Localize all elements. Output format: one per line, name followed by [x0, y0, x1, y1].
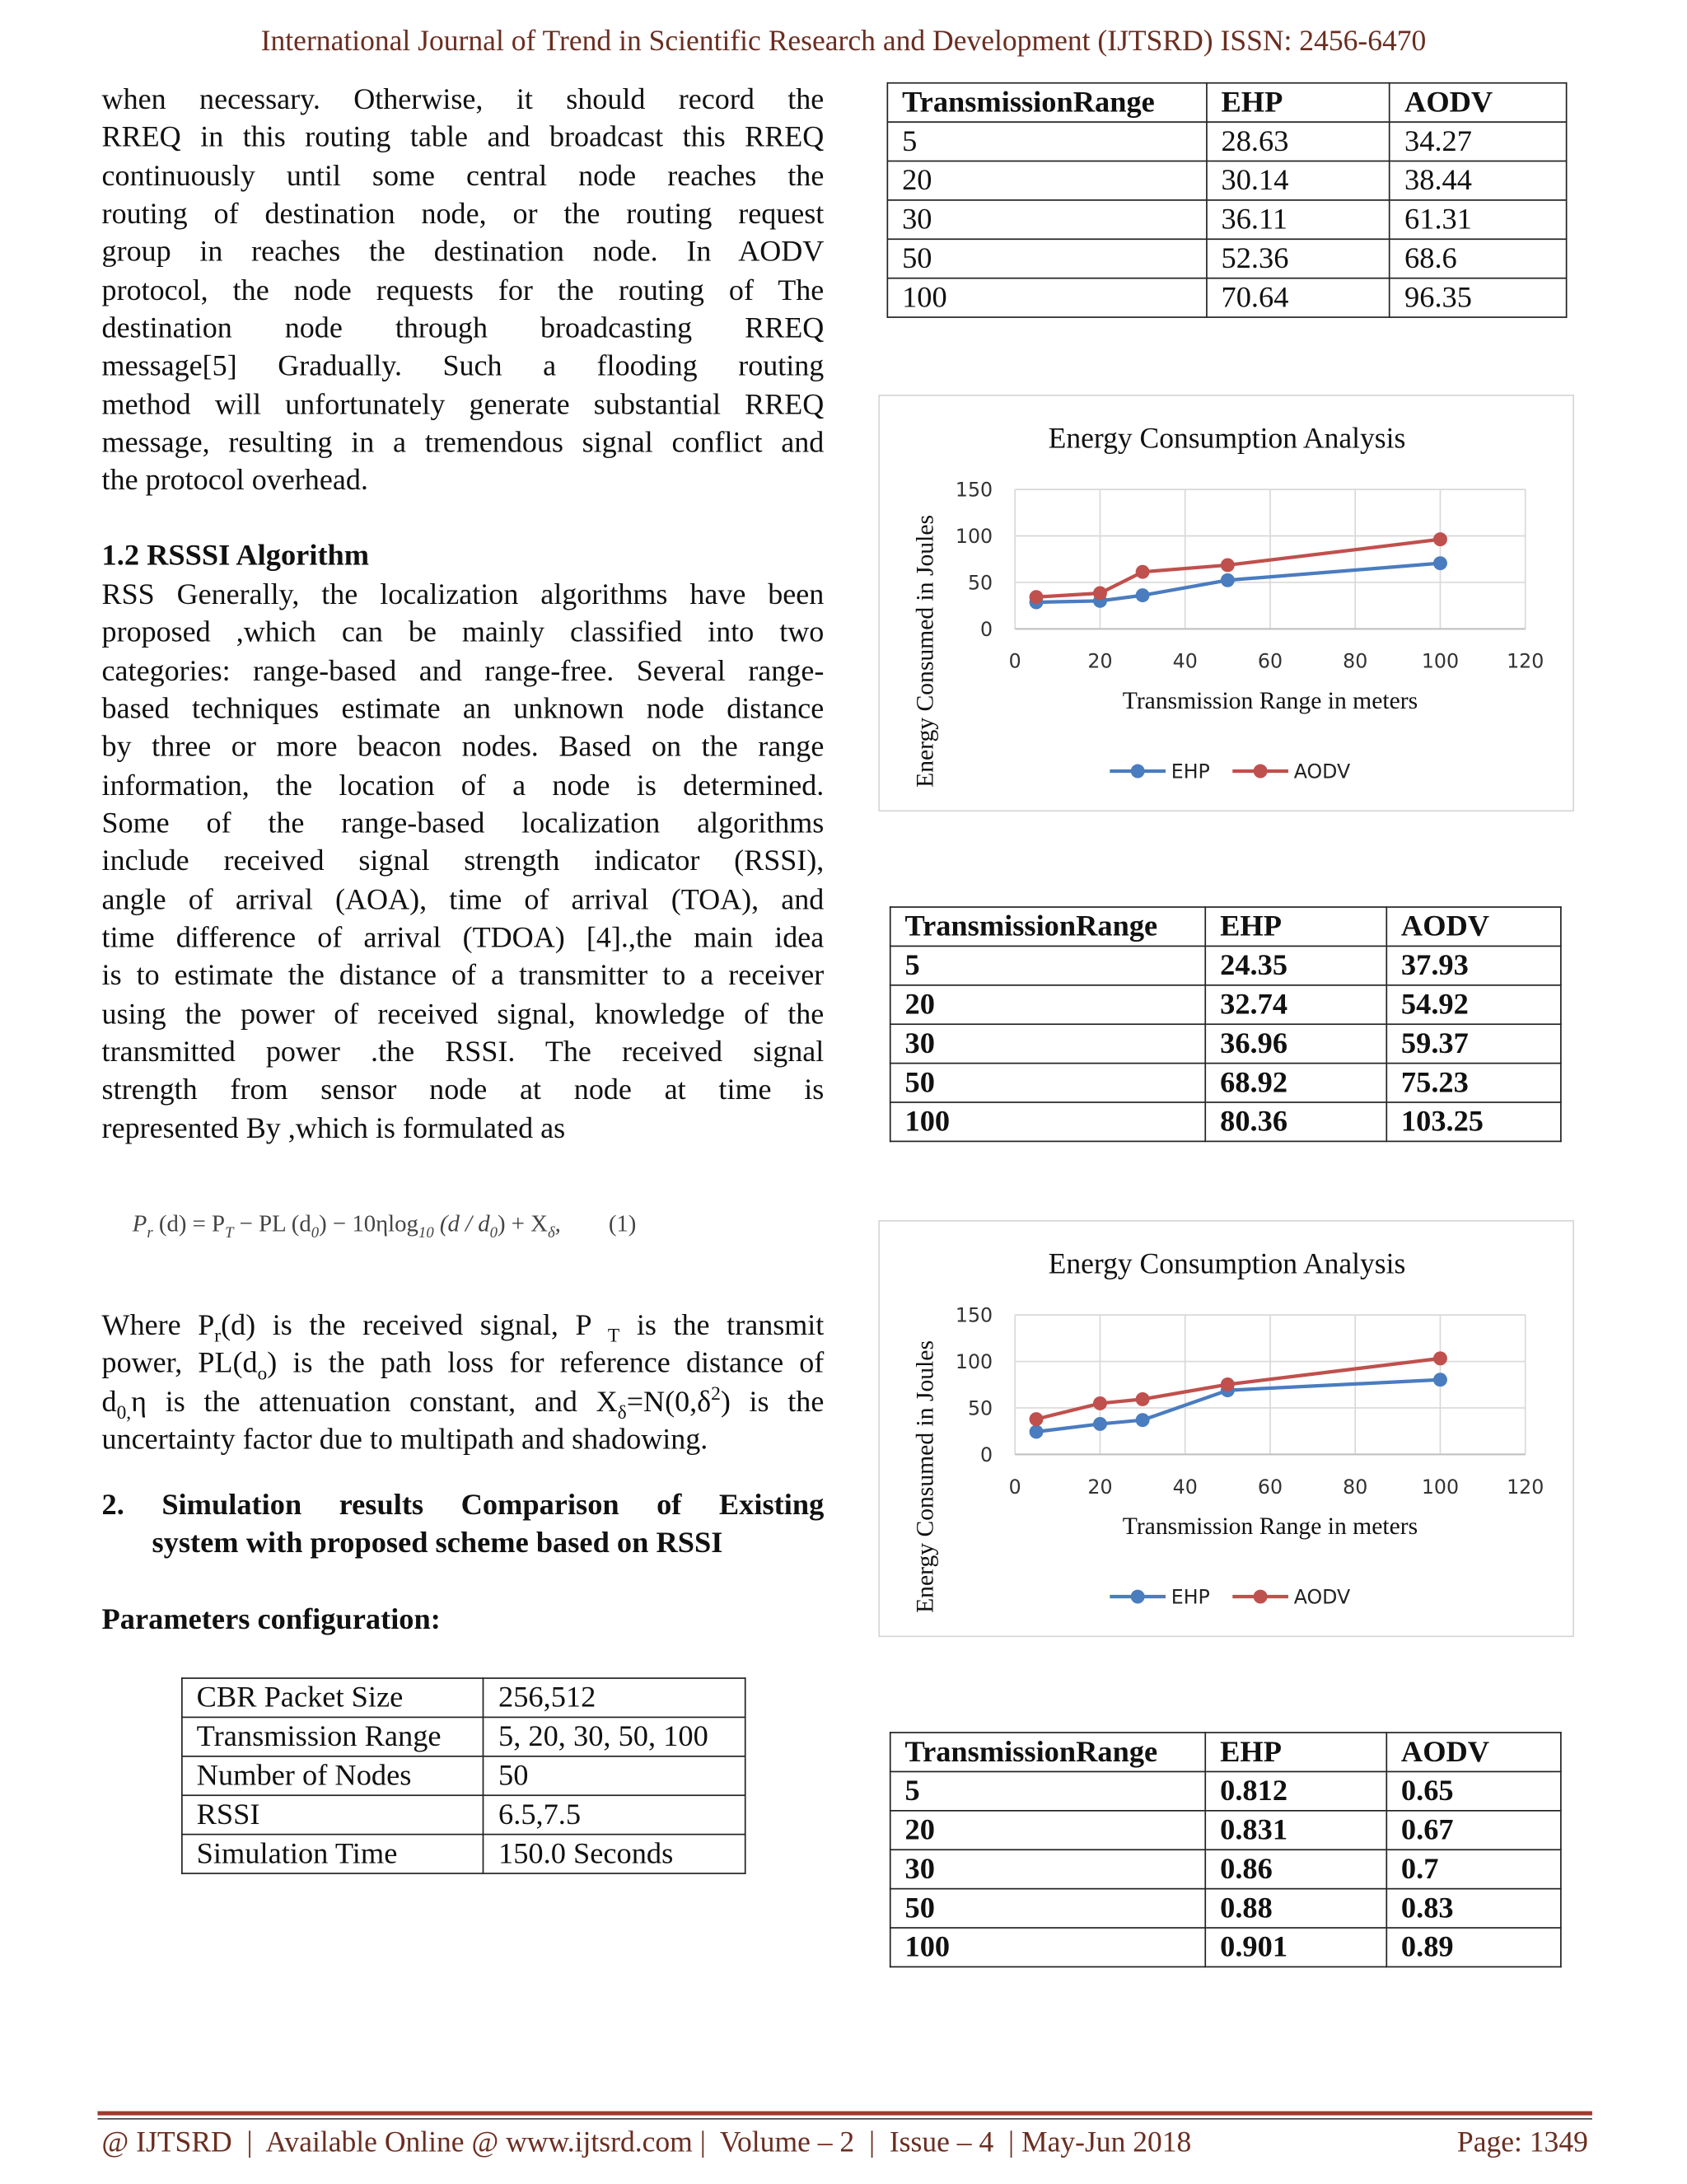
table-row [182, 1678, 745, 1717]
table-row [887, 161, 1566, 199]
table-row [890, 1850, 1561, 1888]
data-point-ehp [1221, 573, 1235, 587]
x-tick-label: 20 [1087, 649, 1113, 673]
parameters-table [181, 1677, 746, 1874]
data-point-aodv [1221, 558, 1235, 572]
data-point-aodv [1136, 1392, 1150, 1406]
text-line: transmitted power .the RSSI. The received signal [101, 1035, 825, 1069]
text: δ [617, 1401, 627, 1423]
table-cell: 28.63 [1207, 122, 1390, 161]
data-point-aodv [1093, 1396, 1107, 1410]
data-point-ehp [1136, 588, 1150, 602]
table-cell: 150.0 Seconds [484, 1835, 745, 1873]
y-tick-label: 150 [955, 478, 993, 502]
text-line: proposed ,which can be mainly classified into two [101, 615, 825, 649]
table-cell: 6.5,7.5 [484, 1795, 745, 1834]
text: (d) is the received signal, P [221, 1307, 608, 1342]
table-cell: 0.83 [1386, 1889, 1561, 1928]
ratio-table [890, 1732, 1562, 1967]
table-row [182, 1835, 745, 1873]
table-row [890, 1771, 1561, 1810]
text: r [214, 1325, 222, 1346]
text-line: the protocol overhead. [101, 463, 368, 498]
table-cell: 50 [484, 1756, 745, 1795]
text-line: RSS Generally, the localization algorithms have been [101, 577, 825, 611]
eq-part: r [147, 1224, 153, 1242]
table-cell: 75.23 [1386, 1064, 1561, 1102]
table-row [182, 1756, 745, 1795]
eq-part: ) + X [497, 1210, 548, 1237]
table-cell: 0.901 [1205, 1928, 1386, 1967]
x-tick-label: 80 [1343, 1475, 1368, 1499]
footer-info: @ IJTSRD | Available Online @ www.ijtsrd.com | Volume – 2 | Issue – 4 | May-Jun 2018 [101, 2125, 1192, 2159]
text: o [257, 1363, 268, 1385]
page-number: Page: 1349 [1456, 2125, 1588, 2159]
x-tick-label: 100 [1421, 649, 1460, 673]
chart-title: Energy Consumption Analysis [1048, 421, 1406, 455]
table-cell: 38.44 [1390, 161, 1566, 199]
heading-line: system with proposed scheme based on RSSI [152, 1526, 723, 1560]
heading-line: 2. Simulation results Comparison of Existing [101, 1488, 825, 1522]
table-cell: 20 [890, 985, 1206, 1024]
x-axis-label: Transmission Range in meters [1122, 1513, 1418, 1540]
eq-part: ) − 10ηlog [319, 1210, 418, 1237]
data-point-aodv [1093, 587, 1107, 601]
text-line: Some of the range-based localization algorithms [101, 806, 825, 840]
text-line: based techniques estimate an unknown node distance [101, 691, 825, 726]
legend-marker-ehp [1131, 1590, 1145, 1604]
table-row [182, 1795, 745, 1834]
journal-header: International Journal of Trend in Scientific Research and Development (IJTSRD) ISSN: 2456-6470 [260, 23, 1427, 58]
table-header-row [890, 1733, 1561, 1771]
table-cell: 36.96 [1205, 1024, 1386, 1063]
table-cell: 61.31 [1390, 200, 1566, 239]
table-row [890, 946, 1561, 984]
eq-part: − PL (d [233, 1210, 311, 1237]
data-point-aodv [1136, 565, 1150, 579]
table-cell: 34.27 [1390, 122, 1566, 161]
legend-label-ehp: EHP [1171, 1585, 1210, 1609]
footer-rule [97, 2112, 1591, 2116]
x-tick-label: 120 [1507, 1475, 1544, 1499]
table-cell: 5, 20, 30, 50, 100 [484, 1717, 745, 1756]
section-heading-simulation [102, 1486, 825, 1563]
legend-label-aodv: AODV [1293, 760, 1351, 783]
text-line: when necessary. Otherwise, it should record the [101, 82, 825, 116]
equation-received-signal [133, 1208, 637, 1242]
paragraph-rssi [102, 576, 825, 1148]
table-cell: 0.67 [1386, 1811, 1561, 1850]
y-tick-label: 150 [955, 1303, 993, 1327]
table-cell: 59.37 [1386, 1024, 1561, 1063]
table-cell: 30 [887, 200, 1206, 239]
eq-part: 0 [489, 1224, 498, 1242]
table-cell: 36.11 [1207, 200, 1390, 239]
table-cell: 80.36 [1205, 1102, 1386, 1141]
text-line: by three or more beacon nodes. Based on the range [101, 729, 825, 764]
table-cell: 70.64 [1207, 278, 1390, 317]
text-line: destination node through broadcasting RREQ [101, 311, 825, 345]
data-point-aodv [1030, 590, 1044, 604]
energy-table-1 [886, 82, 1567, 318]
x-axis-label: Transmission Range in meters [1122, 687, 1418, 714]
table-cell: TransmissionRange [890, 1733, 1206, 1771]
data-point-aodv [1221, 1377, 1235, 1391]
x-tick-label: 100 [1421, 1475, 1460, 1499]
table-cell: 30.14 [1207, 161, 1390, 199]
table-cell: 0.86 [1205, 1850, 1386, 1888]
table-cell: EHP [1205, 907, 1386, 946]
eq-part: P [132, 1210, 147, 1237]
table-cell: 256,512 [484, 1678, 745, 1717]
x-tick-label: 60 [1257, 649, 1283, 673]
table-cell: 5 [890, 946, 1206, 984]
table-cell: 50 [887, 239, 1206, 278]
table-row [890, 985, 1561, 1024]
table-cell: AODV [1386, 1733, 1561, 1771]
table-cell: 50 [890, 1889, 1206, 1928]
paragraph-aodv [102, 81, 825, 500]
text-line: continuously until some central node reaches the [101, 158, 825, 193]
text: Where P [101, 1307, 215, 1342]
table-cell: 5 [890, 1771, 1206, 1810]
table-cell: 68.92 [1205, 1064, 1386, 1102]
table-header-row [890, 907, 1561, 946]
x-tick-label: 40 [1172, 649, 1198, 673]
legend-marker-ehp [1131, 765, 1145, 779]
table-cell: TransmissionRange [890, 907, 1206, 946]
y-axis-label: Energy Consumed in Joules [912, 1340, 939, 1613]
text-line: strength from sensor node at node at time is [101, 1073, 825, 1107]
table-cell: AODV [1386, 907, 1561, 946]
text-line: group in reaches the destination node. In AODV [101, 234, 825, 269]
table-row [890, 1102, 1561, 1141]
x-tick-label: 40 [1172, 1475, 1198, 1499]
x-tick-label: 0 [1008, 1475, 1021, 1499]
table-row [182, 1717, 745, 1756]
text-line: using the power of received signal, knowledge of the [101, 996, 825, 1031]
energy-table-2 [890, 906, 1562, 1142]
table-cell: 0.831 [1205, 1811, 1386, 1850]
table-cell: 103.25 [1386, 1102, 1561, 1141]
table-cell: 0.65 [1386, 1771, 1561, 1810]
text: T [607, 1325, 620, 1346]
table-cell: 100 [890, 1102, 1206, 1141]
text-line: message[5] Gradually. Such a flooding routing [101, 348, 825, 383]
chart-title: Energy Consumption Analysis [1048, 1246, 1406, 1280]
eq-part: (d) = P [152, 1210, 226, 1237]
table-cell: 96.35 [1390, 278, 1566, 317]
y-tick-label: 0 [980, 1443, 993, 1466]
table-row [890, 1064, 1561, 1102]
table-cell: 0.89 [1386, 1928, 1561, 1967]
y-tick-label: 100 [955, 1350, 993, 1374]
table-cell: Transmission Range [182, 1717, 484, 1756]
table-row [887, 239, 1566, 278]
data-point-ehp [1030, 1424, 1044, 1438]
data-point-aodv [1433, 532, 1447, 546]
text: 2 [711, 1382, 721, 1404]
x-tick-label: 80 [1343, 649, 1368, 673]
eq-part: 10 [418, 1224, 434, 1242]
text: d [101, 1384, 117, 1418]
eq-part: , [554, 1210, 561, 1237]
table-header-row [887, 83, 1566, 122]
text: ) is the path loss for reference distance of [267, 1345, 825, 1380]
equation-number: (1) [608, 1210, 637, 1237]
x-tick-label: 20 [1087, 1475, 1113, 1499]
table-cell: 68.6 [1390, 239, 1566, 278]
table-row [890, 1024, 1561, 1063]
table-cell: 30 [890, 1024, 1206, 1063]
section-heading-rsssi: 1.2 RSSSI Algorithm [101, 538, 370, 572]
table-row [890, 1811, 1561, 1850]
table-cell: AODV [1390, 83, 1566, 122]
legend-marker-aodv [1254, 765, 1268, 779]
data-point-ehp [1093, 1417, 1107, 1431]
table-cell: 30 [890, 1850, 1206, 1888]
y-tick-label: 50 [967, 1396, 993, 1420]
text: =N(0,δ [626, 1384, 712, 1418]
page-footer [102, 2126, 1588, 2160]
table-cell: 100 [890, 1928, 1206, 1967]
eq-part: 0 [311, 1224, 320, 1242]
text-line: categories: range-based and range-free. Several range- [101, 653, 825, 687]
table-cell: 52.36 [1207, 239, 1390, 278]
table-cell: 0.7 [1386, 1850, 1561, 1888]
y-tick-label: 50 [967, 571, 993, 595]
table-cell: TransmissionRange [887, 83, 1206, 122]
table-cell: 24.35 [1205, 946, 1386, 984]
table-cell: 20 [890, 1811, 1206, 1850]
text: η is the attenuation constant, and X [131, 1384, 618, 1418]
text-line: include received signal strength indicator (RSSI), [101, 844, 825, 878]
text: uncertainty factor due to multipath and shadowing. [101, 1422, 708, 1457]
data-point-aodv [1433, 1351, 1447, 1365]
eq-part: δ [547, 1224, 555, 1242]
table-cell: Number of Nodes [182, 1756, 484, 1795]
table-cell: 32.74 [1205, 985, 1386, 1024]
footer-rule [97, 2118, 1591, 2120]
eq-part: T [225, 1224, 234, 1242]
text-line: time difference of arrival (TDOA) [4].,the main idea [101, 920, 825, 954]
table-row [887, 278, 1566, 317]
table-cell: 20 [887, 161, 1206, 199]
table-cell: RSSI [182, 1795, 484, 1834]
text: power, PL(d [101, 1345, 258, 1380]
text-line: is to estimate the distance of a transmitter to a receiver [101, 958, 825, 993]
legend-marker-aodv [1254, 1590, 1268, 1604]
data-point-ehp [1136, 1413, 1150, 1427]
x-tick-label: 0 [1008, 649, 1021, 673]
y-axis-label: Energy Consumed in Joules [912, 514, 939, 788]
table-cell: EHP [1205, 1733, 1386, 1771]
table-cell: Simulation Time [182, 1835, 484, 1873]
table-cell: 100 [887, 278, 1206, 317]
text-line: message, resulting in a tremendous signal conflict and [101, 425, 825, 460]
y-tick-label: 0 [980, 617, 993, 641]
table-row [890, 1889, 1561, 1928]
paragraph-symbols [102, 1307, 825, 1459]
table-cell: 50 [890, 1064, 1206, 1102]
data-point-ehp [1433, 1373, 1447, 1387]
table-cell: 54.92 [1386, 985, 1561, 1024]
text-line: RREQ in this routing table and broadcast this RREQ [101, 120, 825, 154]
text-line: information, the location of a node is determined. [101, 768, 825, 802]
text-line: angle of arrival (AOA), time of arrival (TOA), and [101, 882, 825, 916]
text-line: method will unfortunately generate substantial RREQ [101, 387, 825, 421]
table-row [887, 122, 1566, 161]
text-line: protocol, the node requests for the routing of The [101, 273, 825, 306]
table-cell: 0.88 [1205, 1889, 1386, 1928]
table-cell: EHP [1207, 83, 1390, 122]
text: 0, [116, 1401, 132, 1423]
x-tick-label: 60 [1257, 1475, 1283, 1499]
legend-label-ehp: EHP [1171, 760, 1210, 783]
text-line: routing of destination node, or the routing request [101, 196, 825, 231]
table-cell: CBR Packet Size [182, 1678, 484, 1717]
eq-part: (d / d [433, 1210, 490, 1237]
x-tick-label: 120 [1507, 649, 1544, 673]
table-row [890, 1928, 1561, 1967]
parameters-heading: Parameters configuration: [101, 1602, 441, 1636]
energy-chart-2 [878, 1220, 1574, 1637]
text-line: represented By ,which is formulated as [101, 1111, 566, 1145]
table-cell: 5 [887, 122, 1206, 161]
energy-chart-1 [878, 395, 1574, 811]
text: is the transmit [619, 1307, 825, 1342]
y-tick-label: 100 [955, 524, 993, 548]
table-cell: 0.812 [1205, 1771, 1386, 1810]
text: ) is the [720, 1384, 825, 1418]
table-cell: 37.93 [1386, 946, 1561, 984]
data-point-ehp [1433, 556, 1447, 570]
table-row [887, 200, 1566, 239]
data-point-aodv [1030, 1412, 1044, 1426]
legend-label-aodv: AODV [1293, 1585, 1351, 1609]
